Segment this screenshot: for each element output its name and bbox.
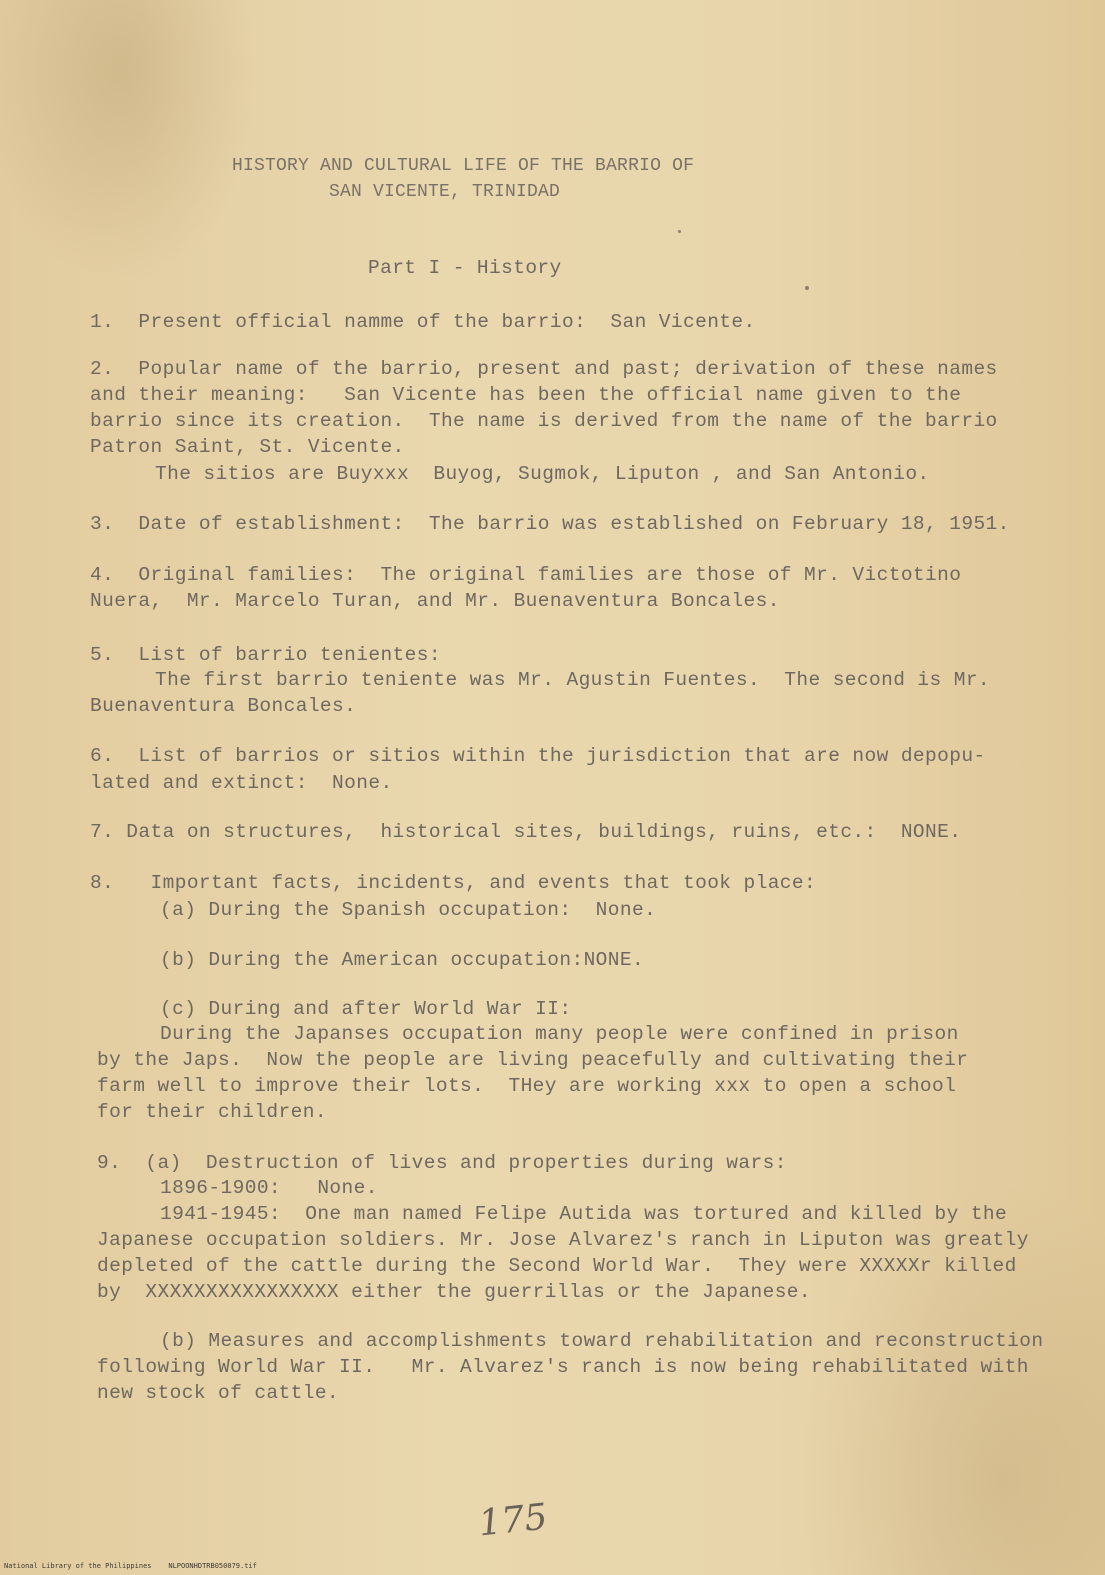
item-8-line-8: for their children. bbox=[97, 1101, 327, 1123]
title-line-1: HISTORY AND CULTURAL LIFE OF THE BARRIO OF bbox=[232, 156, 695, 176]
item-9-line-7: (b) Measures and accomplishments toward rehabilitation and reconstruction bbox=[160, 1330, 1044, 1352]
page-number: 175 bbox=[476, 1496, 550, 1545]
item-9-line-8: following World War II. Mr. Alvarez's ranch is now being rehabilitated with bbox=[97, 1356, 1029, 1378]
item-9-line-6: by XXXXXXXXXXXXXXXX either the guerrillas or the Japanese. bbox=[97, 1281, 812, 1303]
item-2-line-1: 2. Popular name of the barrio, present and past; derivation of these names bbox=[90, 358, 998, 380]
item-5-line-3: Buenaventura Boncales. bbox=[90, 695, 357, 717]
item-8-line-1: 8. Important facts, incidents, and events that took place: bbox=[90, 872, 817, 894]
item-4-line-2: Nuera, Mr. Marcelo Turan, and Mr. Buenaventura Boncales. bbox=[90, 590, 780, 612]
ink-speck bbox=[678, 230, 681, 233]
item-8-line-2: (a) During the Spanish occupation: None. bbox=[160, 899, 657, 921]
item-5-line-2: The first barrio teniente was Mr. Agustin Fuentes. The second is Mr. bbox=[155, 669, 991, 691]
item-9-line-3: 1941-1945: One man named Felipe Autida was tortured and killed by the bbox=[160, 1203, 1008, 1225]
item-3: 3. Date of establishment: The barrio was established on February 18, 1951. bbox=[90, 513, 1010, 535]
item-8-line-4: (c) During and after World War II: bbox=[160, 998, 572, 1020]
item-2-line-4: Patron Saint, St. Vicente. bbox=[90, 436, 405, 458]
item-1: 1. Present official namme of the barrio: San Vicente. bbox=[90, 311, 756, 333]
item-5-line-1: 5. List of barrio tenientes: bbox=[90, 644, 441, 666]
item-8-line-5: During the Japanses occupation many people were confined in prison bbox=[160, 1023, 959, 1045]
item-9-line-4: Japanese occupation soldiers. Mr. Jose Alvarez's ranch in Liputon was greatly bbox=[97, 1229, 1029, 1251]
item-8-line-7: farm well to improve their lots. THey are working xxx to open a school bbox=[97, 1075, 957, 1097]
item-7: 7. Data on structures, historical sites, buildings, ruins, etc.: NONE. bbox=[90, 821, 962, 843]
item-8-line-6: by the Japs. Now the people are living peacefully and cultivating their bbox=[97, 1049, 969, 1071]
item-9-line-2: 1896-1900: None. bbox=[160, 1177, 378, 1199]
item-8-line-3: (b) During the American occupation:NONE. bbox=[160, 949, 645, 971]
item-2-line-3: barrio since its creation. The name is derived from the name of the barrio bbox=[90, 410, 998, 432]
item-9-line-5: depleted of the cattle during the Second World War. They were XXXXXr killed bbox=[97, 1255, 1017, 1277]
item-9-line-9: new stock of cattle. bbox=[97, 1382, 340, 1404]
item-6-line-2: lated and extinct: None. bbox=[90, 772, 393, 794]
item-6-line-1: 6. List of barrios or sitios within the jurisdiction that are now depopu- bbox=[90, 745, 986, 767]
item-2-line-5: The sitios are Buyxxx Buyog, Sugmok, Liputon , and San Antonio. bbox=[155, 463, 930, 485]
item-2-line-2: and their meaning: San Vicente has been the official name given to the bbox=[90, 384, 962, 406]
archive-footer: National Library of the Philippines NLPOONHDTRB050079.tif bbox=[4, 1562, 257, 1570]
title-line-2: SAN VICENTE, TRINIDAD bbox=[329, 182, 561, 202]
item-4-line-1: 4. Original families: The original families are those of Mr. Victotino bbox=[90, 564, 962, 586]
part-heading: Part I - History bbox=[368, 257, 562, 279]
item-9-line-1: 9. (a) Destruction of lives and properties during wars: bbox=[97, 1152, 787, 1174]
ink-speck bbox=[805, 286, 809, 290]
